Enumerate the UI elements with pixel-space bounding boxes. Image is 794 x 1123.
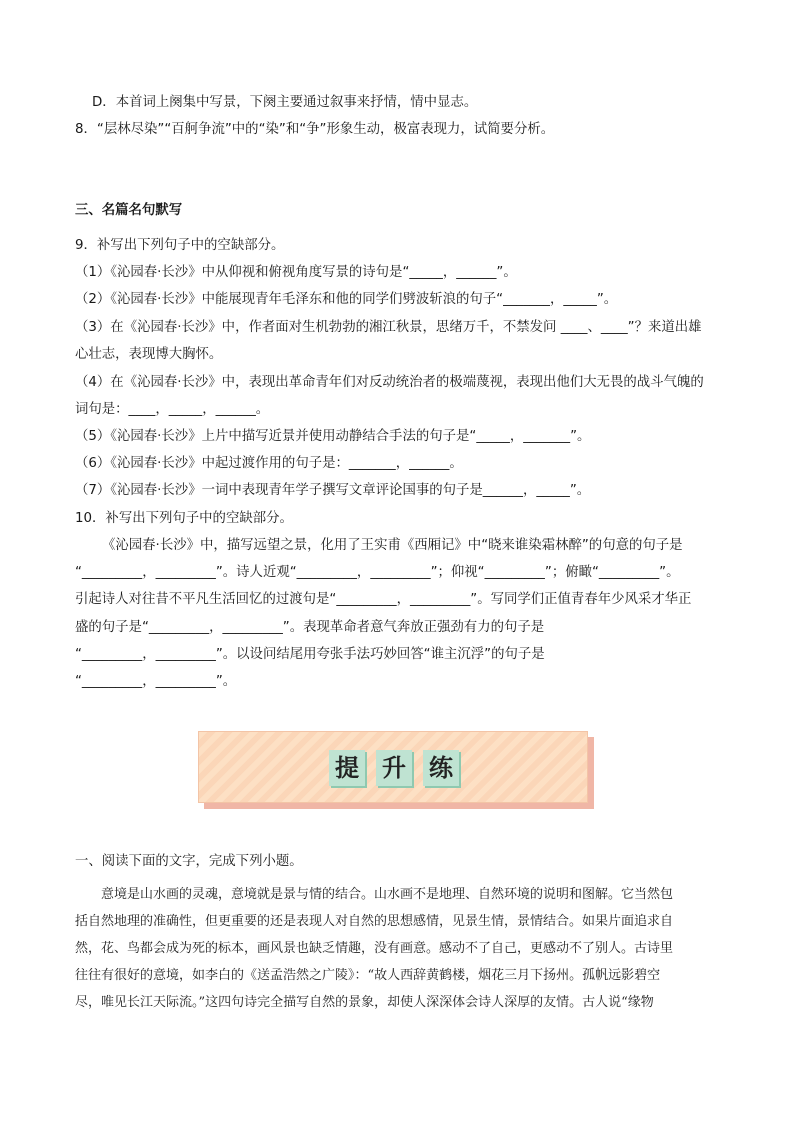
question-10: 10．补写出下列句子中的空缺部分。: [75, 511, 293, 526]
passage-line-5: 尽，唯见长江天际流。”这四句诗完全描写自然的景象，却使人深深体会诗人深厚的友情。古人说“缘物: [75, 995, 654, 1010]
question-10-line-b: “_________，_________”。诗人近观“_________，_________”；仰视“_________”；俯瞰“_________”。: [75, 565, 680, 580]
passage-line-1: 意境是山水画的灵魂，意境就是景与情的结合。山水画不是地理、自然环境的说明和图解。它当然包: [101, 887, 674, 902]
passage-line-2: 括自然地理的准确性，但更重要的还是表现人对自然的思想感情，见景生情，景情结合。如果片面追求自: [75, 914, 674, 929]
passage-line-4: 往往有很好的意境，如李白的《送孟浩然之广陵》：“故人西辞黄鹤楼，烟花三月下扬州。孤帆远影碧空: [75, 968, 661, 983]
question-9: 9．补写出下列句子中的空缺部分。: [75, 238, 285, 253]
question-9-3b: 心壮志，表现博大胸怀。: [75, 347, 223, 362]
section-3-heading: 三、名篇名句默写: [75, 203, 183, 218]
question-10-line-f: “_________，_________”。: [75, 674, 237, 689]
option-d: D．本首词上阕集中写景，下阕主要通过叙事来抒情，情中显志。: [92, 95, 478, 110]
banner-char-1: 提: [329, 750, 365, 786]
passage-line-3: 然，花、鸟都会成为死的标本，画风景也缺乏情趣，没有画意。感动不了自己，更感动不了别人。古诗里: [75, 941, 674, 956]
banner-char-2: 升: [376, 750, 412, 786]
question-8: 8．“层林尽染”“百舸争流”中的“染”和“争”形象生动，极富表现力，试简要分析。: [75, 122, 555, 137]
question-9-7: （7）《沁园春·长沙》一词中表现青年学子撰写文章评论国事的句子是______，_____”。: [75, 483, 591, 498]
banner-char-3: 练: [423, 750, 459, 786]
question-10-line-a: 《沁园春·长沙》中，描写远望之景，化用了王实甫《西厢记》中“晓来谁染霜林醉”的句意的句子是: [102, 538, 683, 553]
question-9-5: （5）《沁园春·长沙》上片中描写近景并使用动静结合手法的句子是“_____，_______”。: [75, 429, 591, 444]
question-9-4a: （4）在《沁园春·长沙》中，表现出革命青年们对反动统治者的极端蔑视，表现出他们大无畏的战斗气魄的: [75, 375, 704, 390]
banner-panel: [198, 731, 588, 803]
question-10-line-e: “_________，_________”。以设问结尾用夸张手法巧妙回答“谁主沉浮”的句子是: [75, 647, 545, 662]
question-9-3a: （3）在《沁园春·长沙》中，作者面对生机勃勃的湘江秋景，思绪万千，不禁发问 ____、____”？来道出雄: [75, 320, 702, 335]
question-9-1: （1）《沁园春·长沙》中从仰视和俯视角度写景的诗句是“_____，______”。: [75, 265, 517, 280]
question-9-4b: 词句是：____，_____，______。: [75, 402, 270, 417]
practice-banner: [198, 731, 594, 809]
reading-heading: 一、阅读下面的文字，完成下列小题。: [75, 854, 303, 869]
question-10-line-d: 盛的句子是“_________，_________”。表现革命者意气奔放正强劲有力的句子是: [75, 620, 545, 635]
question-9-2: （2）《沁园春·长沙》中能展现青年毛泽东和他的同学们劈波斩浪的句子“_______，_____”。: [75, 292, 618, 307]
question-9-6: （6）《沁园春·长沙》中起过渡作用的句子是：_______，______。: [75, 456, 463, 471]
question-10-line-c: 引起诗人对往昔不平凡生活回忆的过渡句是“_________，_________”。写同学们正值青春年少风采才华正: [75, 592, 692, 607]
